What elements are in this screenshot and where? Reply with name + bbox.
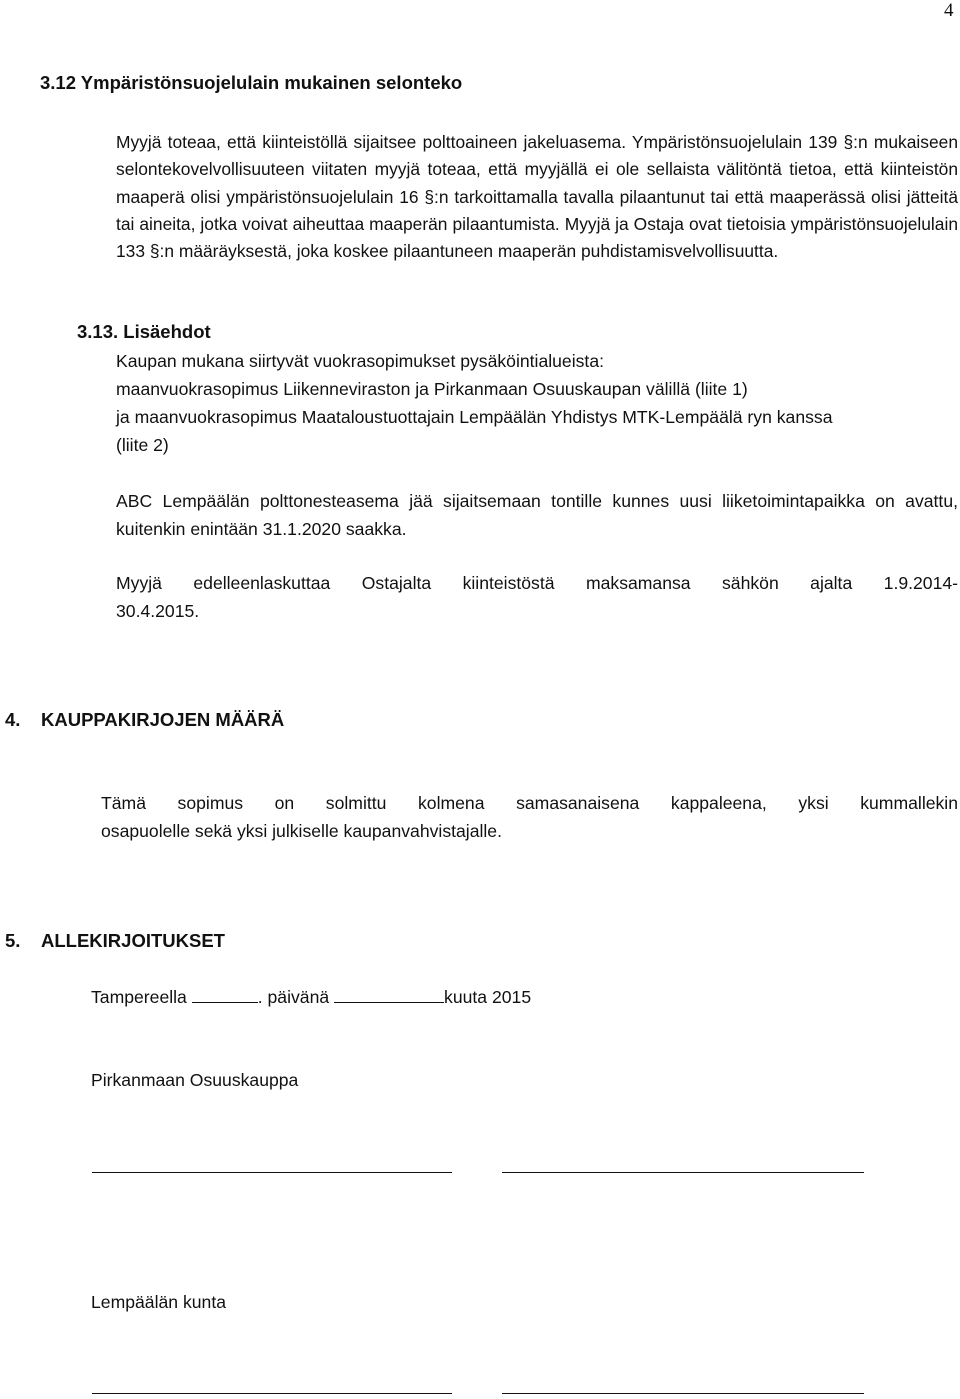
month-suffix: kuuta 2015 xyxy=(444,987,532,1007)
section-4-paragraph-line-2: osapuolelle sekä yksi julkiselle kaupanvahvistajalle. xyxy=(101,821,502,841)
day-blank-line xyxy=(192,984,258,1003)
section-5-heading: ALLEKIRJOITUKSET xyxy=(41,930,225,951)
party-2-signature-line-2 xyxy=(502,1393,864,1394)
party-1-signature-line-1 xyxy=(92,1172,452,1173)
section-3-13-heading: 3.13. Lisäehdot xyxy=(77,321,211,342)
signing-place-date xyxy=(91,984,531,1012)
billing-paragraph-line-2: 30.4.2015. xyxy=(116,601,200,621)
page-number: 4 xyxy=(944,0,954,21)
signing-place: Tampereella xyxy=(91,987,187,1007)
section-3-12-paragraph-part2: Myyjä ja Ostaja ovat tietoisia ympäristönsuojelulain 133 §:n määräyksestä, joka koskee pilaantuneen maaperän puhdistamisvelvollisuutta. xyxy=(116,213,958,262)
lisaehdot-line-3: ja maanvuokrasopimus Maataloustuottajain Lempäälän Yhdistys MTK-Lempäälä ryn kanssa xyxy=(116,407,833,427)
lisaehdot-line-1: Kaupan mukana siirtyvät vuokrasopimukset pysäköintialueista: xyxy=(116,351,604,371)
lisaehdot-line-4: (liite 2) xyxy=(116,435,169,455)
billing-paragraph-line-1: Myyjä edelleenlaskuttaa Ostajalta kiinteistöstä maksamansa sähkön ajalta 1.9.2014- xyxy=(116,573,958,593)
day-suffix: . päivänä xyxy=(257,987,330,1007)
section-4-paragraph-line-1: Tämä sopimus on solmittu kolmena samasanaisena kappaleena, yksi kummallekin xyxy=(101,793,958,813)
abc-paragraph: ABC Lempäälän polttonesteasema jää sijaitsemaan tontille kunnes uusi liiketoimintapaikka on avattu, kuitenkin enintään 31.1.2020 saakka. xyxy=(116,491,958,539)
section-4-number: 4. xyxy=(5,709,21,730)
party-1-name: Pirkanmaan Osuuskauppa xyxy=(91,1070,299,1090)
month-blank-line xyxy=(334,984,444,1003)
section-4-heading: KAUPPAKIRJOJEN MÄÄRÄ xyxy=(41,709,285,730)
section-3-12-heading: 3.12 Ympäristönsuojelulain mukainen selonteko xyxy=(40,72,463,93)
party-2-name: Lempäälän kunta xyxy=(91,1292,226,1312)
section-3-12-paragraph xyxy=(116,129,958,265)
section-5-number: 5. xyxy=(5,930,21,951)
party-1-signature-line-2 xyxy=(502,1172,864,1173)
party-2-signature-line-1 xyxy=(92,1393,452,1394)
lisaehdot-line-2: maanvuokrasopimus Liikenneviraston ja Pirkanmaan Osuuskaupan välillä (liite 1) xyxy=(116,379,748,399)
section-3-12-paragraph-part1: Myyjä toteaa, että kiinteistöllä sijaitsee polttoaineen jakeluasema. Ympäristönsuojelulain 139 §:n mukaiseen selontekovelvollisuuteen viitaten myyjä toteaa, että myyjällä ei ole sellaista välitöntä tietoa, että kiinteistön maaperä olisi ympäristönsuojelulain 16 §:n tarkoittamalla tavalla pilaantunut tai että maaperässä olisi jätteitä tai aineita, jotka voivat aiheuttaa maaperän pilaantumista. xyxy=(116,132,958,234)
